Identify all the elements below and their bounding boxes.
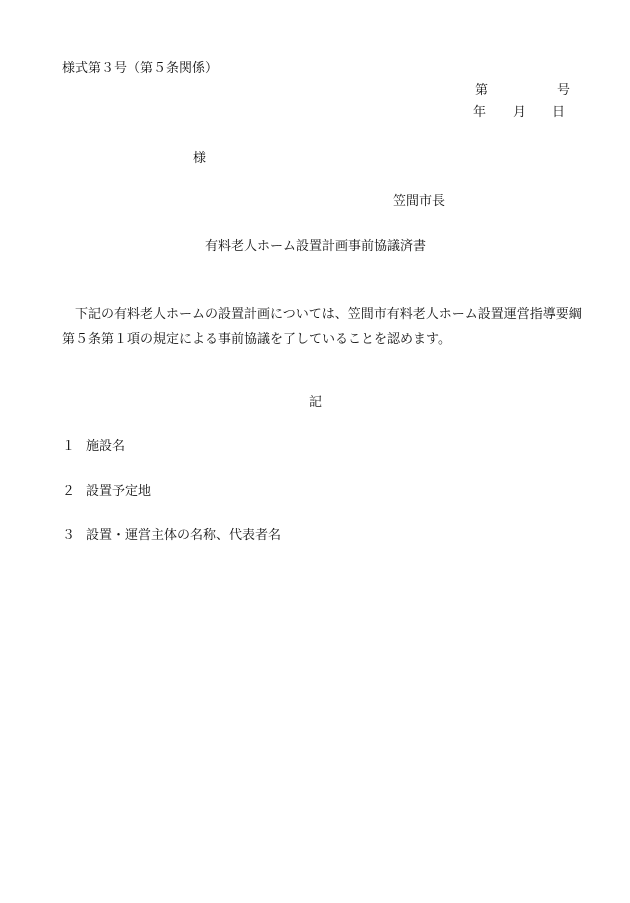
date-day-label: 日 (552, 105, 566, 120)
item-label: 設置予定地 (86, 484, 152, 499)
item-number: ３ (62, 528, 76, 543)
list-item (62, 483, 151, 501)
sender: 笠間市長 (393, 194, 446, 209)
document-number-prefix: 第 (475, 83, 489, 98)
item-label: 設置・運営主体の名称、代表者名 (86, 528, 282, 543)
date-month-label: 月 (513, 105, 527, 120)
recipient-suffix: 様 (193, 151, 207, 166)
list-item (62, 527, 281, 545)
date-year-label: 年 (473, 105, 487, 120)
ki-heading: 記 (309, 395, 323, 410)
document-title: 有料老人ホーム設置計画事前協議済書 (205, 239, 427, 254)
document-number-suffix: 号 (557, 83, 571, 98)
item-number: １ (62, 439, 76, 454)
body-text: 下記の有料老人ホームの設置計画については、笠間市有料老人ホーム設置運営指導要綱第５条第１項の規定による事前協議を了していることを認めます。 (62, 307, 582, 347)
list-item (62, 438, 125, 456)
item-number: ２ (62, 484, 76, 499)
item-label: 施設名 (86, 439, 126, 454)
form-number: 様式第３号（第５条関係） (62, 61, 219, 76)
